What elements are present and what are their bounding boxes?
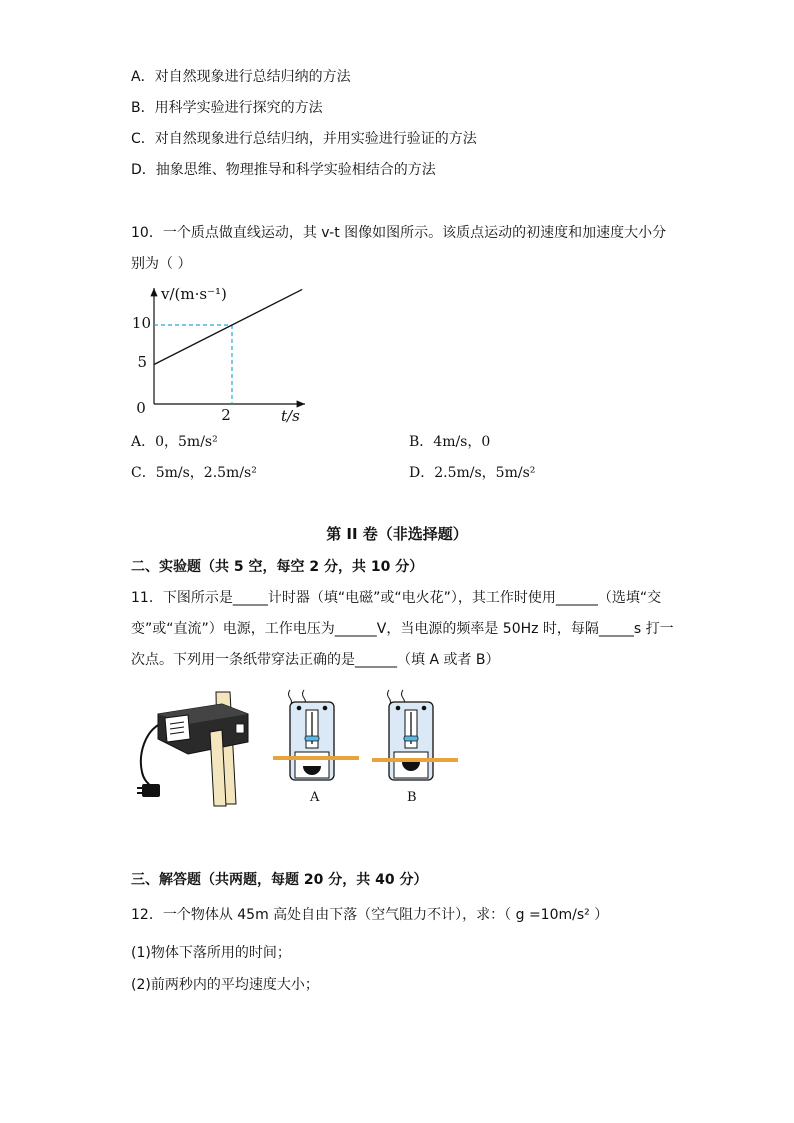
timer-device-illustration bbox=[130, 684, 265, 809]
x-axis-label: t/s bbox=[281, 407, 300, 425]
q10-option-a: A．0，5m/s² bbox=[131, 434, 218, 450]
x-tick-2: 2 bbox=[221, 406, 231, 424]
q10-option-d: D．2.5m/s，5m/s² bbox=[409, 465, 536, 481]
timer-window bbox=[236, 724, 244, 733]
diagram-a-label: A bbox=[310, 790, 320, 805]
power-cable bbox=[141, 724, 160, 788]
vt-graph bbox=[131, 280, 325, 425]
q10-stem-line2: 别为（ ） bbox=[131, 256, 192, 272]
y-tick-0: 0 bbox=[136, 399, 146, 417]
q10-option-c: C．5m/s，2.5m/s² bbox=[131, 465, 257, 481]
plug bbox=[142, 784, 160, 797]
q10-option-b: B．4m/s，0 bbox=[409, 434, 491, 450]
needle-clamp bbox=[305, 736, 319, 741]
y-tick-5: 5 bbox=[137, 353, 147, 371]
q12-sub1: (1)物体下落所用的时间； bbox=[131, 945, 291, 961]
needle-clamp bbox=[404, 736, 418, 741]
y-axis-label: v/(m·s⁻¹) bbox=[161, 285, 227, 303]
timer-label-plate bbox=[165, 715, 190, 742]
section3-heading: 三、解答题（共两题，每题 20 分，共 40 分） bbox=[131, 872, 428, 888]
q11-line1: 11．下图所示是_____计时器（填“电磁”或“电火花”），其工作时使用______（选填“交 bbox=[131, 590, 662, 606]
q9-option-d: D．抽象思维、物理推导和科学实验相结合的方法 bbox=[131, 162, 436, 178]
section2-heading: 二、实验题（共 5 空，每空 2 分，共 10 分） bbox=[131, 559, 424, 575]
diagram-b-label: B bbox=[407, 790, 417, 805]
q11-line2: 变”或“直流”）电源，工作电压为______V，当电源的频率是 50Hz 时，每隔_____s 打一 bbox=[131, 621, 674, 637]
q12-sub2: (2)前两秒内的平均速度大小； bbox=[131, 977, 319, 993]
part2-title: 第 II 卷（非选择题） bbox=[326, 525, 468, 543]
tape-diagram-a bbox=[273, 688, 363, 788]
q11-line3: 次点。下列用一条纸带穿法正确的是______（填 A 或者 B） bbox=[131, 652, 500, 668]
q9-option-c: C．对自然现象进行总结归纳，并用实验进行验证的方法 bbox=[131, 131, 477, 147]
q9-option-a: A．对自然现象进行总结归纳的方法 bbox=[131, 69, 351, 85]
q9-option-b: B．用科学实验进行探究的方法 bbox=[131, 100, 323, 116]
q12-stem: 12．一个物体从 45m 高处自由下落（空气阻力不计），求：（ g =10m/s² ） bbox=[131, 907, 609, 923]
q10-stem-line1: 10．一个质点做直线运动，其 v-t 图像如图所示。该质点运动的初速度和加速度大小分 bbox=[131, 225, 667, 241]
y-tick-10: 10 bbox=[131, 314, 151, 332]
tape-diagram-b bbox=[370, 688, 460, 788]
